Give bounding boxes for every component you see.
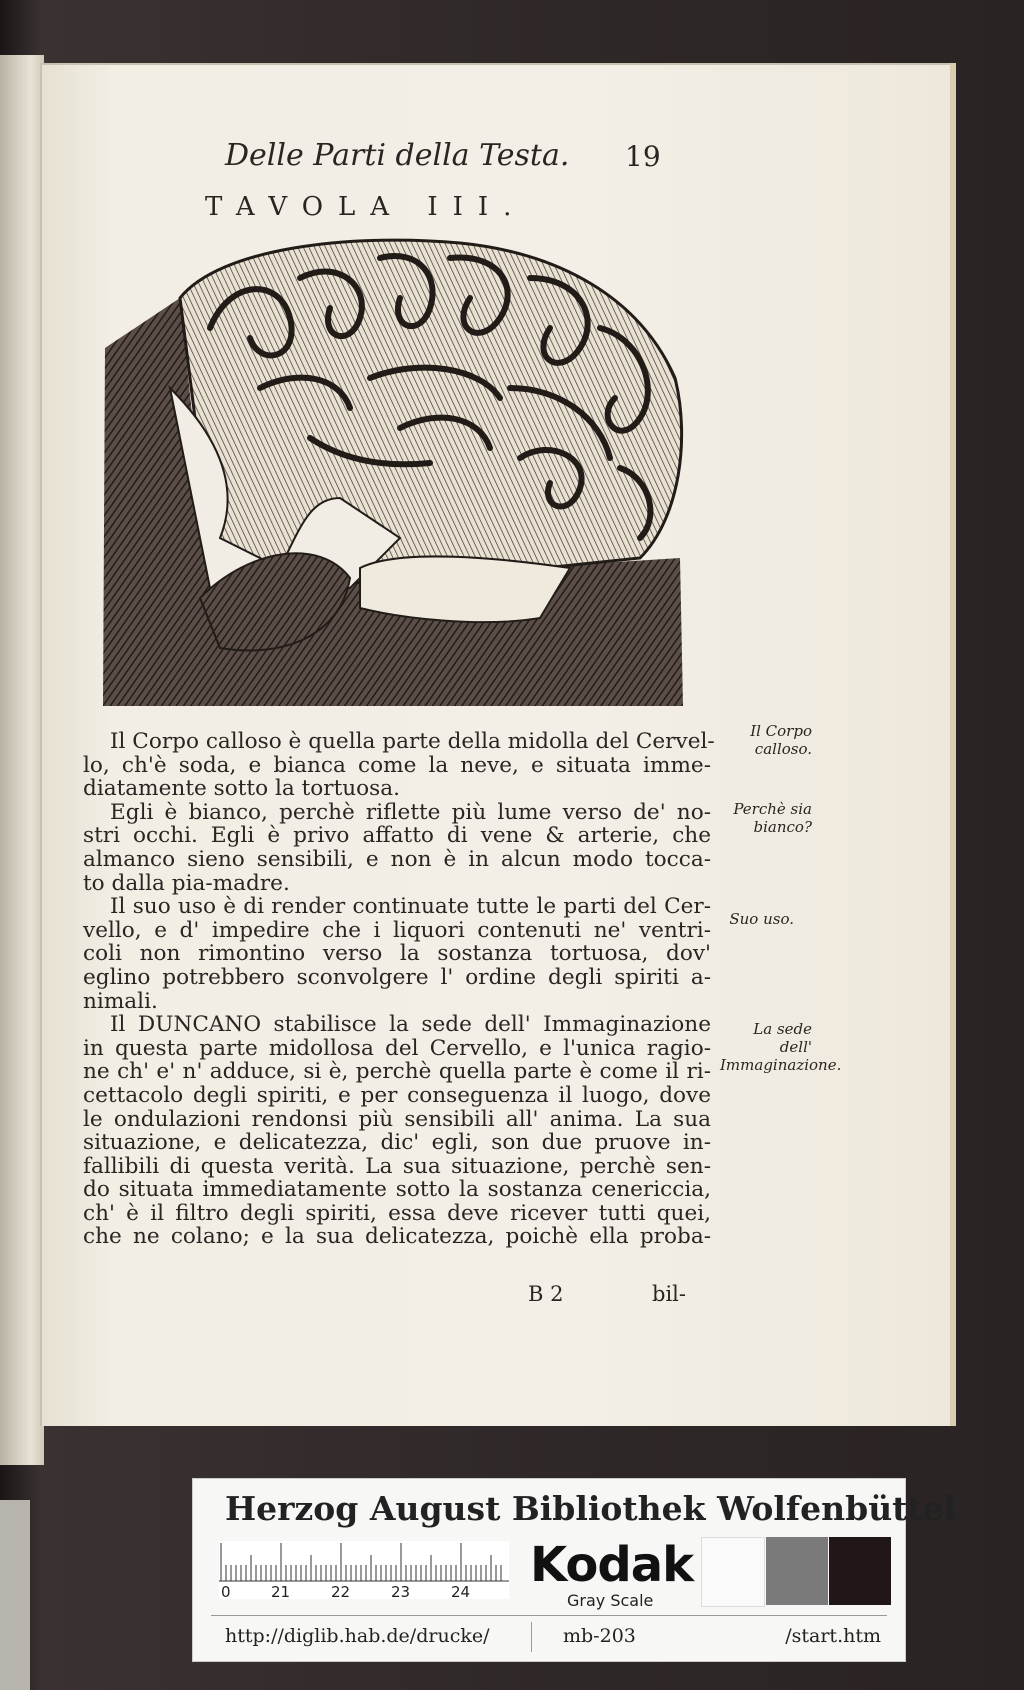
- text-line: situazione, e delicatezza, dic' egli, son due pruove in-: [83, 1130, 711, 1156]
- ruler-label-23: 23: [391, 1583, 411, 1599]
- catchword: bil-: [652, 1282, 686, 1306]
- ruler-label-21: 21: [271, 1583, 291, 1599]
- running-title: Delle Parti della Testa.: [225, 138, 570, 173]
- page-number: 19: [625, 140, 661, 173]
- paragraph-4: [83, 1013, 711, 1249]
- text-line: ne ch' e' n' adduce, si è, perchè quella parte è come il ri-: [83, 1059, 711, 1085]
- text-line: eglino potrebbero sconvolgere l' ordine degli spiriti a-: [83, 964, 711, 990]
- margin-note-perche-bianco: Perchè sia bianco?: [733, 800, 812, 836]
- text-line: diatamente sotto la tortuosa.: [83, 776, 400, 802]
- text-line: che ne colano; e la sua delicatezza, poichè ella proba-: [83, 1224, 711, 1250]
- margin-note-suo-uso: Suo uso.: [729, 910, 794, 928]
- url-right: /start.htm: [785, 1625, 881, 1647]
- ruler-label-0: 0: [221, 1583, 231, 1599]
- ruler-label-22: 22: [331, 1583, 351, 1599]
- text-line: lo, ch'è soda, e bianca come la neve, e situata imme-: [83, 752, 711, 778]
- ruler-scale: [219, 1541, 509, 1599]
- paragraph-1: [83, 729, 715, 802]
- ruler-label-24: 24: [451, 1583, 471, 1599]
- signature-mark: B 2: [528, 1282, 564, 1306]
- text-line: cettacolo degli spiriti, e per conseguenza il luogo, dove: [83, 1082, 711, 1108]
- paragraph-2: [83, 801, 711, 895]
- kodak-logo: Kodak: [530, 1537, 693, 1593]
- url-left: http://diglib.hab.de/drucke/: [225, 1625, 490, 1647]
- library-title: Herzog August Bibliothek Wolfenbüttel: [225, 1489, 957, 1528]
- spinal-structure: [360, 556, 570, 622]
- body-text: [83, 729, 715, 1250]
- brain-engraving: [100, 238, 685, 708]
- shelfmark: mb-203: [563, 1625, 636, 1647]
- color-target-card: [192, 1478, 957, 1662]
- text-line: coli non rimontino verso la sostanza tortuosa, dov': [83, 941, 711, 967]
- text-line: nimali.: [83, 988, 158, 1014]
- left-color-strip: [0, 1500, 30, 1690]
- text-line: fallibili di questa verità. La sua situazione, perchè sen-: [83, 1153, 711, 1179]
- text-line: Il DUNCANO stabilisce la sede dell' Immaginazione: [110, 1012, 711, 1038]
- text-line: to dalla pia-madre.: [83, 870, 290, 896]
- text-line: stri occhi. Egli è privo affatto di vene & arterie, che: [83, 823, 711, 849]
- text-line: ch' è il filtro degli spiriti, essa deve ricever tutti quei,: [83, 1200, 711, 1226]
- left-page-edge: [0, 55, 44, 1465]
- margin-note-sede-immaginazione: La sede dell' Immaginazione.: [720, 1020, 842, 1074]
- plate-title: TAVOLA III.: [205, 192, 527, 222]
- card-divider: [211, 1615, 887, 1616]
- text-line: le ondulazioni rendonsi più sensibili all' anima. La sua: [83, 1106, 711, 1132]
- card-separator: [531, 1622, 532, 1652]
- paragraph-3: [83, 895, 711, 1013]
- swatch-gray: [766, 1537, 828, 1605]
- text-line: in questa parte midollosa del Cervello, e l'unica ragio-: [83, 1035, 711, 1061]
- swatch-black: [829, 1537, 891, 1605]
- gray-scale-label: Gray Scale: [567, 1591, 654, 1610]
- text-line: Il suo uso è di render continuate tutte le parti del Cer-: [110, 894, 711, 920]
- text-line: Egli è bianco, perchè riflette più lume verso de' no-: [110, 799, 711, 825]
- text-line: almanco sieno sensibili, e non è in alcun modo tocca-: [83, 846, 711, 872]
- text-line: vello, e d' impedire che i liquori contenuti ne' ventri-: [83, 917, 711, 943]
- swatch-white: [701, 1537, 765, 1607]
- margin-note-corpo-calloso: Il Corpo calloso.: [750, 722, 812, 758]
- text-line: do situata immediatamente sotto la sostanza cenericcia,: [83, 1177, 711, 1203]
- text-line: Il Corpo calloso è quella parte della midolla del Cervel-: [110, 729, 715, 754]
